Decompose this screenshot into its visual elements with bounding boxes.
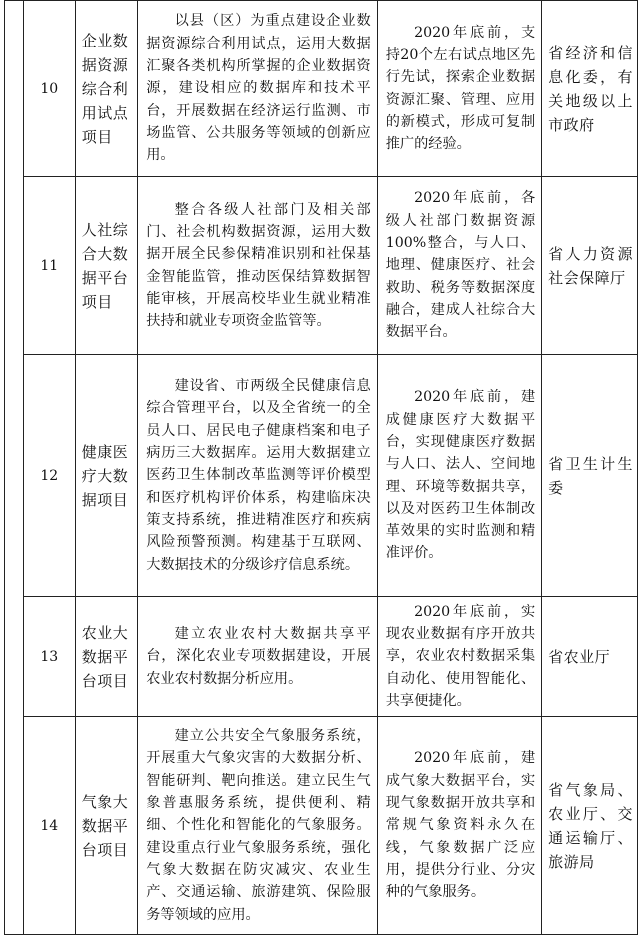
project-goal-cell <box>377 177 541 355</box>
project-name-cell <box>75 1 137 177</box>
responsible-dept-cell <box>542 597 638 717</box>
project-goal: 2020年底前，建成健康医疗大数据平台，实现健康医疗数据与人口、法人、空间地理、环境等数据共享，以及对医药卫生体制改革效果的实时监测和精准评价。 <box>385 389 536 562</box>
table-row <box>5 597 638 717</box>
row-number: 11 <box>40 257 59 274</box>
responsible-dept-cell <box>542 355 638 597</box>
responsible-dept: 省气象局、农业厅、交通运输厅、旅游局 <box>548 780 633 871</box>
project-goal-cell <box>377 355 541 597</box>
project-content: 整合各级人社部门及相关部门、社会机构数据资源，运用大数据开展全民参保精准识别和社保基金智能监管，推动医保结算数据智能审核，开展高校毕业生就业精准扶持和就业专项资金监管等。 <box>146 201 371 330</box>
row-number-cell <box>23 1 75 177</box>
project-goal: 2020年底前，支持20个左右试点地区先行先试，探索企业数据资源汇聚、管理、应用的新模式，形成可复制推广的经验。 <box>385 24 536 153</box>
project-name: 人社综合大数据平台项目 <box>81 220 129 311</box>
project-table <box>4 0 638 935</box>
table-row <box>5 717 638 935</box>
responsible-dept-cell <box>542 1 638 177</box>
table-row <box>5 177 638 355</box>
project-name-cell <box>75 177 137 355</box>
project-goal-cell <box>377 1 541 177</box>
project-goal: 2020年底前，建成气象大数据平台，实现气象数据开放共享和常规气象资料永久在线，气象数据广泛应用，提供分行业、分灾种的气象服务。 <box>385 750 536 901</box>
row-number-cell <box>23 597 75 717</box>
project-name: 健康医疗大数据项目 <box>81 442 129 509</box>
project-content-cell <box>138 355 377 597</box>
project-content: 建立公共安全气象服务系统，开展重大气象灾害的大数据分析、智能研判、靶向推送。建立民生气象普惠服务系统，提供便利、精细、个性化和智能化的气象服务。建设重点行业气象服务系统，强化气象大数据在防灾减灾、农业生产、交通运输、旅游建筑、保险服务等领域的应用。 <box>146 728 371 923</box>
project-content: 建立农业农村大数据共享平台，深化农业专项数据建设，开展农业农村数据分析应用。 <box>146 626 371 687</box>
project-content-cell <box>138 597 377 717</box>
project-goal-cell <box>377 717 541 935</box>
project-goal-cell <box>377 597 541 717</box>
responsible-dept: 省农业厅 <box>548 647 611 666</box>
project-content: 以县（区）为重点建设企业数据资源综合利用试点，运用大数据汇聚各类机构所掌握的企业数据资源，建设相应的数据库和技术平台，开展数据在经济运行监测、市场监管、公共服务等领域的创新应用。 <box>146 13 371 164</box>
responsible-dept: 省经济和信息化委，有关地级以上市政府 <box>548 43 633 134</box>
row-number-cell <box>23 355 75 597</box>
project-name: 农业大数据平台项目 <box>81 623 129 690</box>
responsible-dept: 省人力资源社会保障厅 <box>548 244 633 287</box>
responsible-dept: 省卫生计生委 <box>548 454 633 497</box>
project-name: 气象大数据平台项目 <box>81 792 129 859</box>
responsible-dept-cell <box>542 177 638 355</box>
project-content: 建设省、市两级全民健康信息综合管理平台，以及全省统一的全员人口、居民电子健康档案和电子病历三大数据库。运用大数据建立医药卫生体制改革监测等评价模型和医疗机构评价体系，构建临床决策支持系统，推进精准医疗和疾病风险预警预测。构建基于互联网、大数据技术的分级诊疗信息系统。 <box>146 378 371 573</box>
row-number: 14 <box>40 817 59 834</box>
row-number: 12 <box>40 467 59 484</box>
responsible-dept-cell <box>542 717 638 935</box>
row-number: 13 <box>40 648 59 665</box>
row-number: 10 <box>40 80 59 97</box>
project-content-cell <box>138 1 377 177</box>
row-number-cell <box>23 717 75 935</box>
project-name-cell <box>75 717 137 935</box>
project-name-cell <box>75 597 137 717</box>
table-row <box>5 355 638 597</box>
project-content-cell <box>138 177 377 355</box>
project-name: 企业数据资源综合利用试点项目 <box>81 31 129 146</box>
project-goal: 2020年底前，实现农业数据有序开放共享，农业农村数据采集自动化、使用智能化、共享便捷化。 <box>385 603 536 709</box>
project-goal: 2020年底前，各级人社部门数据资源100%整合，与人口、地理、健康医疗、社会救助、税务等数据深度融合，建成人社综合大数据平台。 <box>385 190 536 341</box>
row-number-cell <box>23 177 75 355</box>
project-name-cell <box>75 355 137 597</box>
table-row <box>5 1 638 177</box>
left-margin-cell <box>5 1 24 935</box>
project-content-cell <box>138 717 377 935</box>
